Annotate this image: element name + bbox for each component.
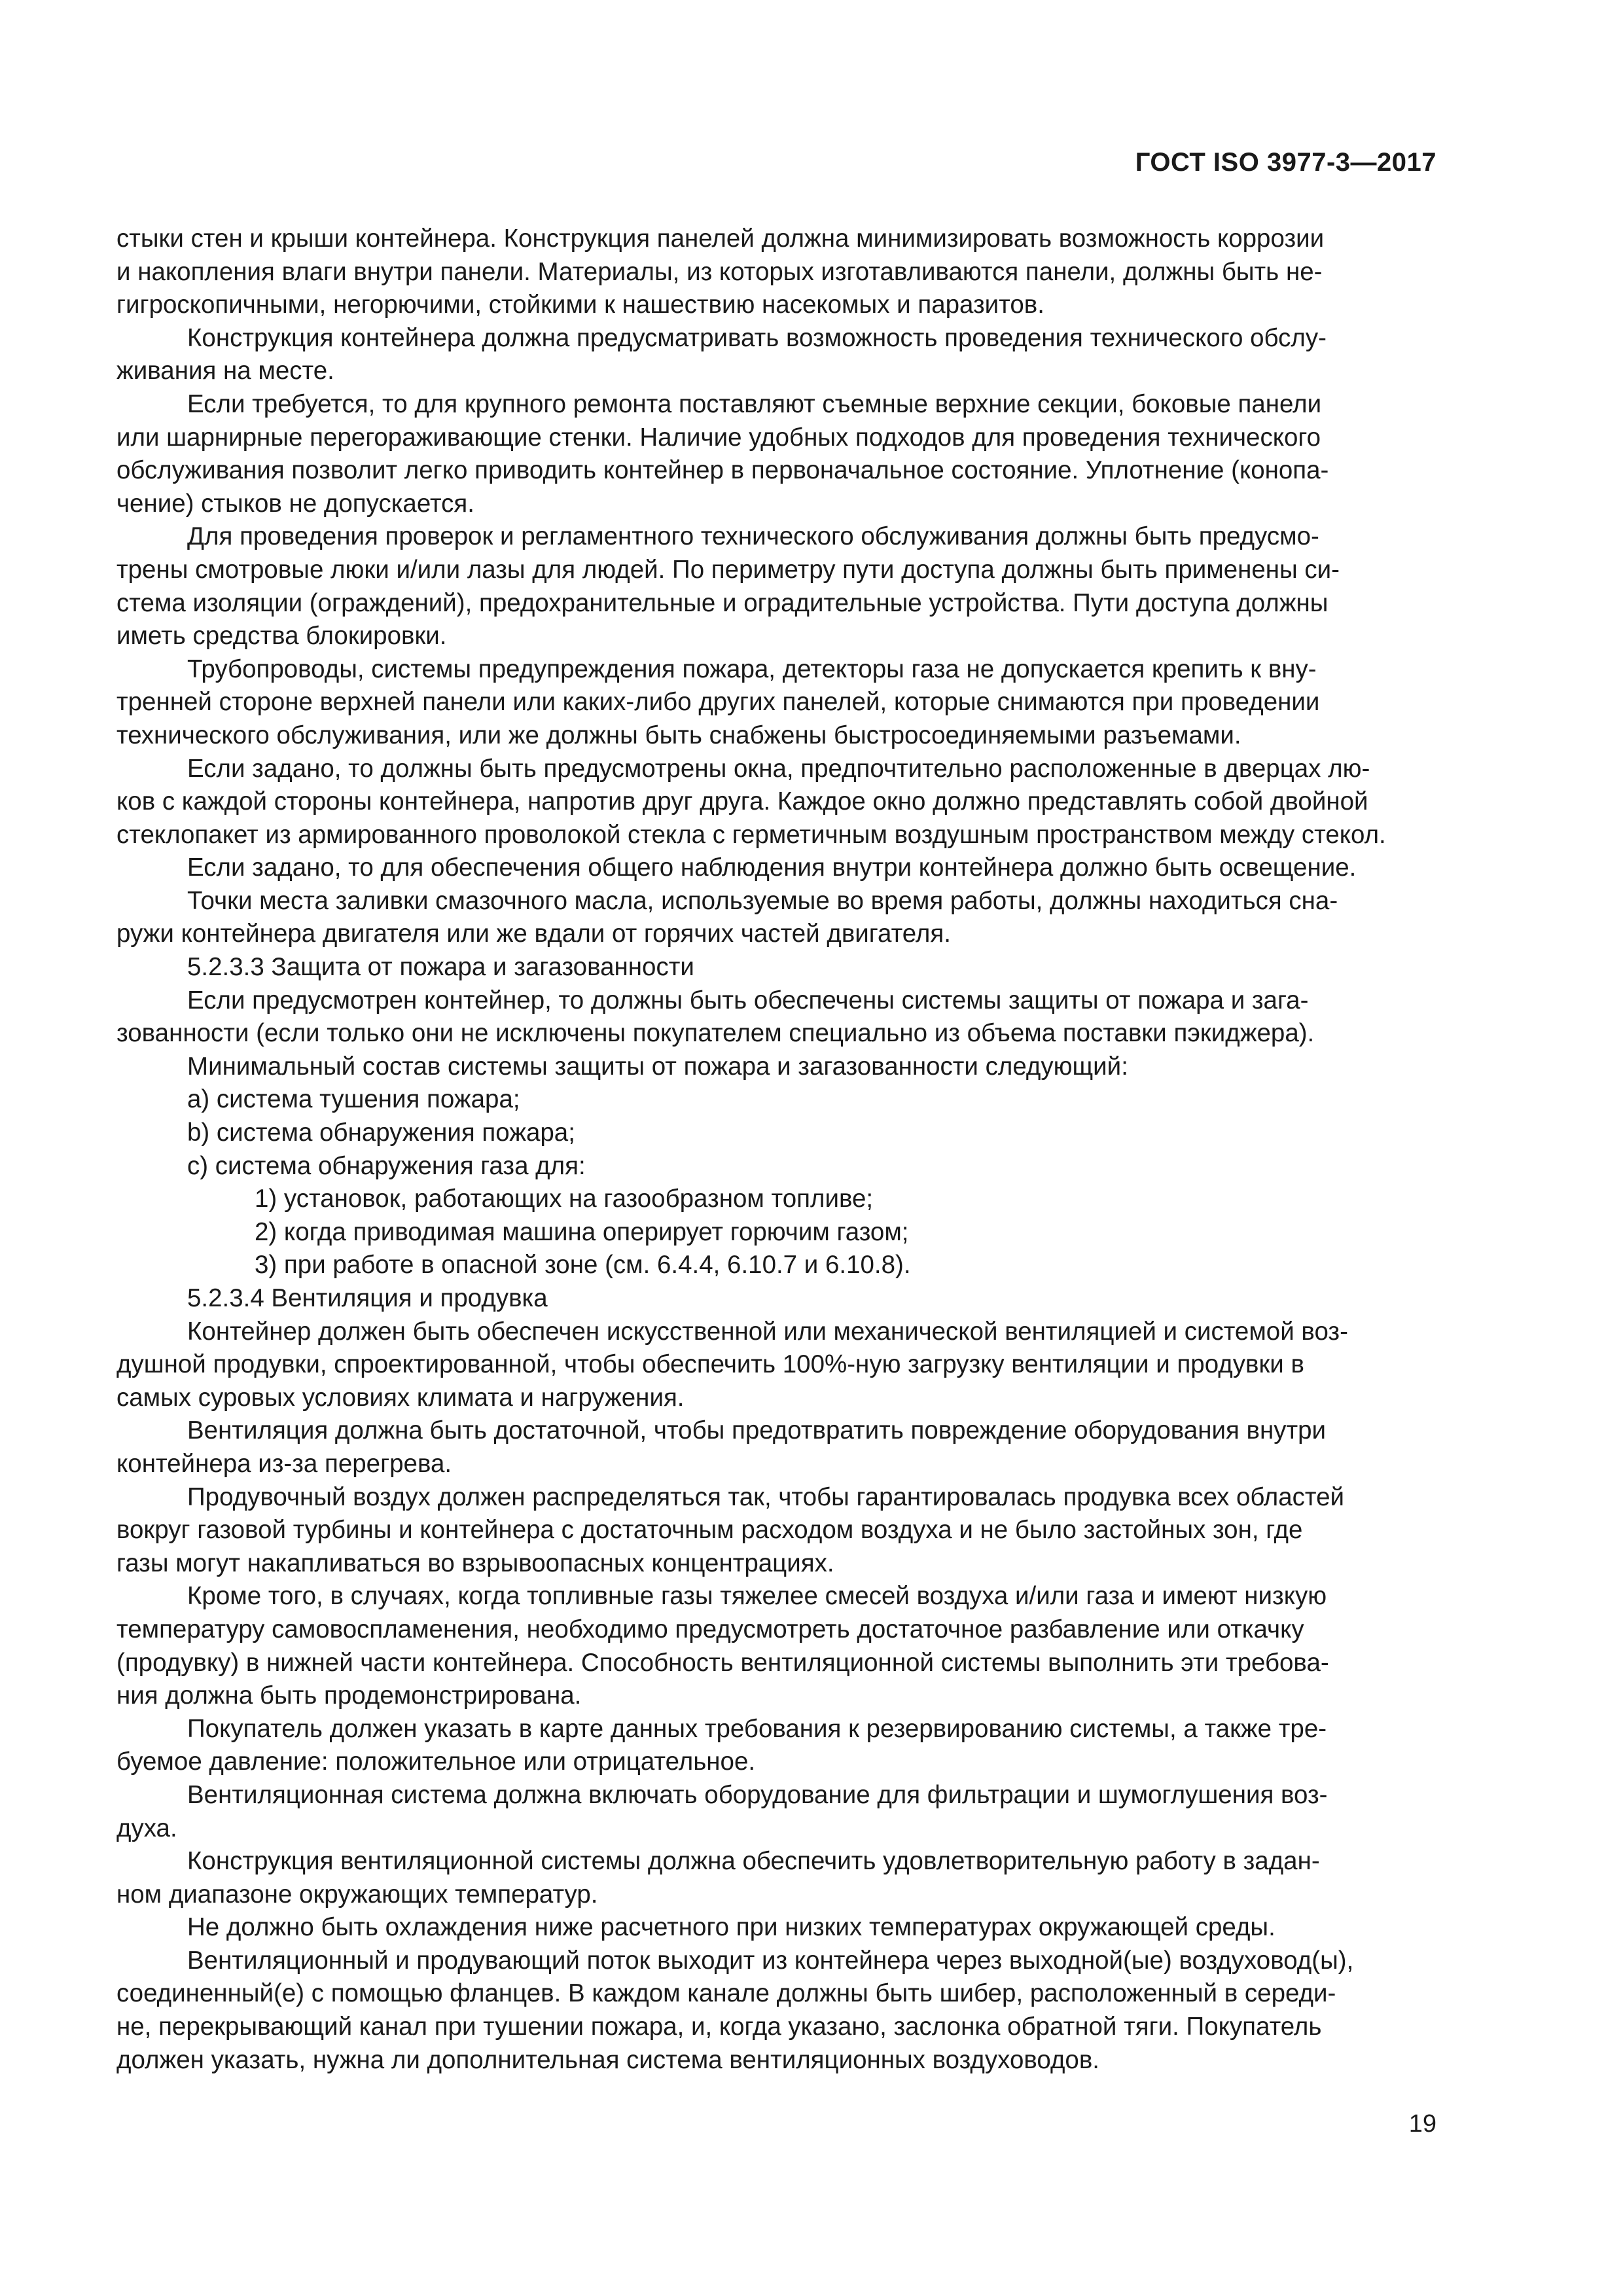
paragraph: Продувочный воздух должен распределяться так, чтобы гарантировалась продувка всех областей вокруг газовой турбины и контейнера с достаточным расходом воздуха и не было застойных зон, где газы могут накапливаться во взрывоопасных концентрациях. <box>116 1482 1344 1577</box>
paragraph: Если предусмотрен контейнер, то должны быть обеспечены системы защиты от пожара и зага- зованности (если только они не исключены покупателем специально из объема поставки пэкиджера). <box>116 986 1315 1048</box>
sub-list-item: 3) при работе в опасной зоне (см. 6.4.4, 6.10.7 и 6.10.8). <box>255 1251 911 1280</box>
paragraph: Для проведения проверок и регламентного технического обслуживания должны быть предусмо- трены смотровые люки и/или лазы для людей. По периметру пути доступа должны быть применены си- стема изоляции (ограждений), предохранительные и оградительные устройства. Пути доступа должны иметь средства блокировки. <box>116 522 1340 651</box>
paragraph: Минимальный состав системы защиты от пожара и загазованности следующий: <box>187 1052 1128 1081</box>
paragraph: Контейнер должен быть обеспечен искусственной или механической вентиляцией и системой воз- душной продувки, спроектированной, чтобы обеспечить 100%-ную загрузку вентиляции и продувки в самых суровых условиях климата и нагружения. <box>116 1317 1348 1412</box>
paragraph: стыки стен и крыши контейнера. Конструкция панелей должна минимизировать возможность коррозии и накопления влаги внутри панели. Материалы, из которых изготавливаются панели, должны быть не- гигроскопичными, негорючими, стойкими к нашествию насекомых и паразитов. <box>116 224 1325 319</box>
sub-list-item: 1) установок, работающих на газообразном топливе; <box>255 1185 874 1213</box>
paragraph: Вентиляция должна быть достаточной, чтобы предотвратить повреждение оборудования внутри контейнера из-за перегрева. <box>116 1416 1327 1478</box>
paragraph: Если задано, то для обеспечения общего наблюдения внутри контейнера должно быть освещение. <box>187 853 1357 882</box>
list-item: b) система обнаружения пожара; <box>187 1119 575 1147</box>
paragraph: Если требуется, то для крупного ремонта поставляют съемные верхние секции, боковые панели или шарнирные перегораживающие стенки. Наличие удобных подходов для проведения технического обслуживания позволит легко приводить контейнер в первоначальное состояние. Уплотнение (конопа- чение) стыков не допускается. <box>116 389 1329 518</box>
paragraph: Вентиляционный и продувающий поток выходит из контейнера через выходной(ые) воздуховод(ы), соединенный(е) с помощью фланцев. В каждом канале должны быть шибер, расположенный в середи- не, перекрывающий канал при тушении пожара, и, когда указано, заслонка обратной тяги. Покупатель должен указать, нужна ли дополнительная система вентиляционных воздуховодов. <box>116 1946 1354 2074</box>
paragraph: Не должно быть охлаждения ниже расчетного при низких температурах окружающей среды. <box>187 1913 1275 1942</box>
page-number: 19 <box>1408 2110 1436 2138</box>
paragraph: Покупатель должен указать в карте данных требования к резервированию системы, а также тре- буемое давление: положительное или отрицательное. <box>116 1714 1327 1776</box>
list-item: с) система обнаружения газа для: <box>187 1151 586 1180</box>
paragraph: Вентиляционная система должна включать оборудование для фильтрации и шумоглушения воз- духа. <box>116 1780 1328 1842</box>
list-item: а) система тушения пожара; <box>187 1085 520 1114</box>
paragraph: Трубопроводы, системы предупреждения пожара, детекторы газа не допускается крепить к вну- тренней стороне верхней панели или каких-либо других панелей, которые снимаются при проведении технического обслуживания, или же должны быть снабжены быстросоединяемыми разъемами. <box>116 655 1320 749</box>
paragraph: Если задано, то должны быть предусмотрены окна, предпочтительно расположенные в дверцах лю- ков с каждой стороны контейнера, напротив друг друга. Каждое окно должно представлять собой двойной стеклопакет из армированного проволокой стекла с герметичным воздушным пространством между стекол. <box>116 754 1386 849</box>
body-text <box>116 223 1443 2077</box>
section-heading: 5.2.3.3 Защита от пожара и загазованности <box>187 953 694 982</box>
paragraph: Конструкция вентиляционной системы должна обеспечить удовлетворительную работу в задан- ном диапазоне окружающих температур. <box>116 1847 1320 1909</box>
paragraph: Кроме того, в случаях, когда топливные газы тяжелее смесей воздуха и/или газа и имеют низкую температуру самовоспламенения, необходимо предусмотреть достаточное разбавление или откачку (продувку) в нижней части контейнера. Способность вентиляционной системы выполнить эти требова- ния должна быть продемонстрирована. <box>116 1582 1329 1710</box>
document-header: ГОСТ ISO 3977-3—2017 <box>1135 148 1436 177</box>
paragraph: Конструкция контейнера должна предусматривать возможность проведения технического обслу- живания на месте. <box>116 323 1327 386</box>
section-heading: 5.2.3.4 Вентиляция и продувка <box>187 1284 548 1312</box>
paragraph: Точки места заливки смазочного масла, используемые во время работы, должны находиться сна- ружи контейнера двигателя или же вдали от горячих частей двигателя. <box>116 886 1338 948</box>
sub-list-item: 2) когда приводимая машина оперирует горючим газом; <box>255 1217 909 1246</box>
